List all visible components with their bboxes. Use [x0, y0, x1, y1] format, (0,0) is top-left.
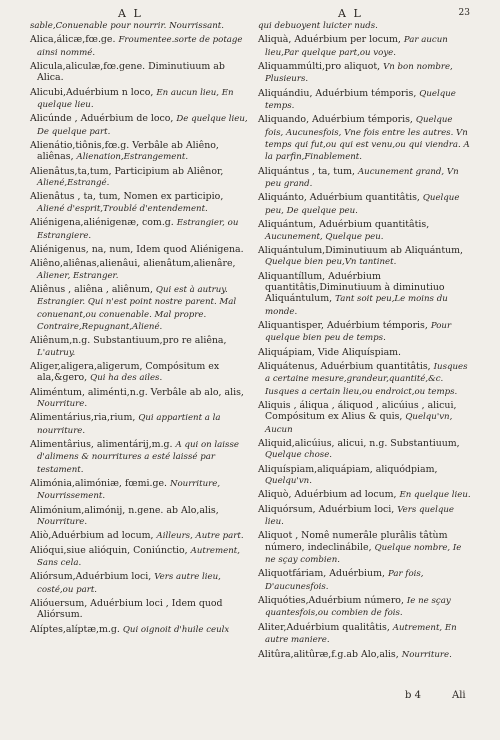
entry-french: Qui ha des ailes.: [90, 373, 163, 384]
entry-french: Quelqu'vn.: [265, 476, 312, 487]
dictionary-entry: [258, 166, 472, 191]
entry-latin: Alimentârius, alimentárij,m.g.: [30, 439, 173, 450]
dictionary-entry: [30, 624, 248, 636]
entry-french: Aliener, Estranger.: [37, 270, 119, 281]
entry-latin: Aliquánto, Aduérbium quantitâtis,: [258, 192, 420, 204]
dictionary-entry: [258, 400, 472, 436]
entry-french: Quelque chose.: [265, 450, 333, 461]
entry-latin: Aliquando, Aduérbium témporis,: [258, 114, 413, 126]
entry-latin: Aliquíspiam,aliquápiam, aliquódpiam,: [258, 463, 438, 475]
entry-latin: Aliquórsum, Aduérbium loci,: [258, 503, 395, 515]
dictionary-entry: [30, 258, 248, 282]
entry-french: Par aucun lieu,Par quelque part,ou voye.: [265, 35, 448, 58]
entry-latin: Aliquò, Aduérbium ad locum,: [258, 489, 397, 501]
entry-latin: Aliquà, Aduérbium per locum,: [258, 34, 401, 46]
entry-french: Aliené,Estrangé.: [37, 178, 110, 189]
entry-french: Quelque temps.: [265, 88, 456, 112]
entry-french: En aucun lieu, En quelque lieu.: [37, 87, 234, 111]
dictionary-entry: [258, 568, 472, 593]
dictionary-entry: [258, 245, 472, 269]
entry-french: Par fois, D'aucunesfois.: [265, 569, 424, 592]
dictionary-entry: [258, 622, 472, 647]
dictionary-entry: [258, 347, 472, 359]
entry-french: Quelque nombre, Ie ne sçay combien.: [265, 542, 462, 566]
dictionary-entry: [30, 20, 248, 32]
entry-french: Tant soit peu,Le moins du monde.: [265, 294, 448, 317]
entry-latin: Alicubi,Aduérbium n loco,: [30, 86, 154, 98]
entry-latin: Alióqui,siue alióquin, Coniúnctio,: [30, 544, 188, 556]
dictionary-entry: [258, 361, 472, 398]
entry-latin: Aliquóties,Aduérbium número,: [258, 595, 404, 607]
entry-latin: Aliênum,n.g. Substantiuum,pro re aliêna,: [30, 335, 227, 347]
dictionary-entry: [258, 114, 472, 163]
entry-french: A qui on laisse d'alimens & nourritures a esté laissé par testament.: [37, 440, 239, 475]
entry-french: Vers autre lieu, costé,ou part.: [37, 572, 221, 595]
entry-french: Autrement, Sans cela.: [37, 545, 240, 569]
entry-french: De quelque lieu, De quelque part.: [37, 114, 248, 137]
entry-french: Ie ne sçay quantesfois,ou combien de fois.: [265, 596, 451, 619]
dictionary-entry: [30, 545, 248, 570]
entry-french: Autrement, En autre maniere.: [265, 622, 457, 646]
entry-french: En quelque lieu.: [399, 490, 471, 501]
entry-latin: Alienâtus,ta,tum, Participium ab Aliênor,: [30, 165, 224, 177]
entry-latin: Aliquammúlti,pro aliquot,: [258, 61, 381, 73]
entry-latin: Aliquántus , ta, tum,: [258, 165, 355, 177]
entry-latin: Aliquántulum,Diminutiuum ab Aliquántum,: [258, 244, 464, 256]
entry-french: Qui appartient a la nourriture.: [37, 413, 221, 436]
dictionary-entry: [30, 34, 248, 59]
entry-latin: Aliénigena,aliénigenæ, com.g.: [30, 217, 174, 229]
dictionary-entry: [30, 191, 248, 215]
dictionary-entry: [30, 113, 248, 138]
running-header-left: A L: [118, 7, 143, 20]
dictionary-entry: [30, 571, 248, 596]
entry-latin: Alienâtus , ta, tum, Nomen ex participio,: [30, 191, 224, 203]
dictionary-entry: [30, 87, 248, 112]
dictionary-entry: [258, 20, 472, 32]
dictionary-entry: [30, 505, 248, 529]
entry-latin: Alitûra,alitûræ,f.g.ab Alo,alis,: [258, 648, 399, 660]
entry-french: Nourriture.: [401, 649, 452, 660]
entry-french: Aucunement, Quelque peu.: [265, 231, 384, 242]
dictionary-entry: [258, 530, 472, 566]
dictionary-entry: [30, 335, 248, 359]
entry-latin: Alimentárius,ria,rium,: [30, 412, 136, 424]
entry-french: Aliené d'esprit,Troublé d'entendement.: [37, 203, 208, 214]
entry-latin: Alienátio,tiônis,fœ.g. Verbâle ab Aliêno, aliênas,: [30, 140, 219, 163]
entry-french: Pour quelque bien peu de temps.: [265, 320, 452, 344]
entry-latin: Aliquántum, Aduérbium quantitâtis,: [258, 219, 430, 231]
entry-french: sable,Conuenable pour nourrir. Nourrissant.: [30, 21, 224, 31]
entry-latin: Aliquantisper, Aduérbium témporis,: [258, 319, 428, 331]
dictionary-entry: [258, 649, 472, 661]
dictionary-entry: [258, 595, 472, 620]
entry-latin: Aliênus , aliêna , aliênum,: [30, 283, 153, 295]
entry-french: Quelqu'vn, Aucun: [265, 412, 453, 435]
entry-french: Qui oignoit d'huile ceulx: [122, 624, 230, 635]
entry-latin: Alimónia,alimóniæ, fœmi.ge.: [30, 478, 167, 490]
entry-french: Qui est à autruy. Estrangier. Qui n'est point nostre parent. Mal conuenant,ou conuenable. Mal propre. Contraire,Repugnant,Aliené.: [37, 284, 237, 332]
entry-french: Aucunement grand, Vn peu grand.: [265, 166, 459, 190]
entry-latin: Aliquotfáriam, Aduérbium,: [258, 568, 385, 580]
entry-latin: Alióuersum, Aduérbium loci , Idem quod Aliórsum.: [30, 598, 223, 621]
dictionary-entry: [258, 88, 472, 113]
dictionary-entry: [30, 387, 248, 411]
dictionary-entry: [30, 412, 248, 437]
dictionary-entry: [258, 61, 472, 86]
entry-latin: Aliter,Aduérbium qualitâtis,: [258, 621, 390, 633]
dictionary-entry: [30, 244, 248, 256]
entry-latin: Aliêno,aliênas,alienâui, alienâtum,alienâre,: [30, 258, 236, 270]
entry-french: Quelque bien peu,Vn tantinet.: [265, 257, 397, 268]
entry-french: Nourriture.: [37, 398, 88, 409]
entry-latin: Alimónium,alimónij, n.gene. ab Alo,alis,: [30, 504, 219, 516]
dictionary-entry: [30, 478, 248, 503]
dictionary-entry: [30, 284, 248, 333]
dictionary-entry: [258, 219, 472, 243]
entry-latin: Aliquápiam, Vide Aliquíspiam.: [258, 346, 402, 358]
entry-french: qui debuoyent luicter nuds.: [258, 21, 378, 31]
entry-latin: Alica,álicæ,fœ.ge.: [30, 34, 116, 46]
dictionary-entry: [258, 271, 472, 318]
entry-french: Estrangier, ou Estrangiere.: [37, 218, 239, 241]
entry-latin: Aliquid,alicúius, alicui, n.g. Substantiuum,: [258, 438, 460, 449]
entry-french: Froumentee.sorte de potage ainsi nommé.: [37, 35, 243, 58]
entry-french: Vers quelque lieu.: [265, 504, 454, 528]
dictionary-entry: [30, 61, 248, 85]
entry-latin: Alicula,aliculæ,fœ.gene. Diminutiuum ab Alica.: [30, 61, 225, 84]
dictionary-entry: [258, 489, 472, 501]
dictionary-entry: [30, 140, 248, 164]
catchword: Ali: [452, 690, 466, 701]
entry-french: Quelque fois, Aucunesfois, Vne fois entre les autres. Vn temps qui fut,ou qui est venu,ou qui viendra. A la parfin,Finablement.: [265, 115, 470, 163]
page-number: 23: [458, 8, 470, 18]
entry-french: Nourriture.: [37, 517, 88, 528]
dictionary-entry: [258, 504, 472, 529]
entry-french: Quelque peu, De quelque peu.: [265, 193, 460, 216]
dictionary-entry: [30, 530, 248, 542]
signature-mark: b 4: [405, 690, 421, 701]
entry-french: L'autruy.: [37, 347, 76, 358]
entry-french: Iusques a certaine mesure,grandeur,quantité,&c. Iusques a certain lieu,ou endroict,ou temps.: [265, 361, 468, 397]
entry-latin: Aliméntum, aliménti,n.g. Verbâle ab alo, alis,: [30, 386, 244, 398]
dictionary-entry: [258, 438, 472, 462]
entry-latin: Aliórsum,Aduérbium loci,: [30, 571, 152, 583]
entry-latin: Aliénigenus, na, num, Idem quod Aliénigena.: [30, 243, 244, 255]
dictionary-entry: [258, 464, 472, 488]
entry-latin: Aliquantíllum, Aduérbium quantitâtis,Diminutiuum à diminutiuo Aliquántulum,: [258, 270, 445, 305]
dictionary-entry: [30, 439, 248, 476]
running-header-right: A L: [338, 7, 363, 20]
entry-latin: Aliquándiu, Aduérbium témporis,: [258, 87, 417, 99]
entry-french: Alienation,Estrangement.: [76, 152, 189, 163]
dictionary-entry: [258, 192, 472, 217]
dictionary-entry: [30, 217, 248, 242]
entry-french: Vn bon nombre, Plusieurs.: [265, 62, 453, 85]
entry-latin: Alicúnde , Aduérbium de loco,: [30, 113, 174, 125]
entry-latin: Aliquot , Nomê numerâle plurâlis tâtùm número, indeclinábile,: [258, 530, 448, 553]
entry-latin: Aliò,Aduérbium ad locum,: [30, 530, 154, 542]
entry-latin: Alíptes,alíptæ,m.g.: [30, 623, 120, 635]
dictionary-entry: [30, 361, 248, 385]
dictionary-entry: [258, 320, 472, 345]
entry-french: Ailleurs, Autre part.: [156, 531, 244, 542]
entry-latin: Aliger,aligera,aligerum, Compósitum ex ala,&gero,: [30, 360, 220, 384]
dictionary-entry: [30, 598, 248, 622]
right-column: [258, 20, 472, 663]
dictionary-entry: [30, 166, 248, 190]
entry-french: Nourriture, Nourrissement.: [37, 479, 221, 502]
left-column: [30, 20, 248, 638]
entry-latin: Aliquátenus, Aduérbium quantitâtis,: [258, 360, 431, 372]
entry-latin: Aliquis , áliqua , áliquod , alicúius , alicui, Compósitum ex Alius & quis,: [258, 399, 457, 423]
dictionary-entry: [258, 34, 472, 59]
